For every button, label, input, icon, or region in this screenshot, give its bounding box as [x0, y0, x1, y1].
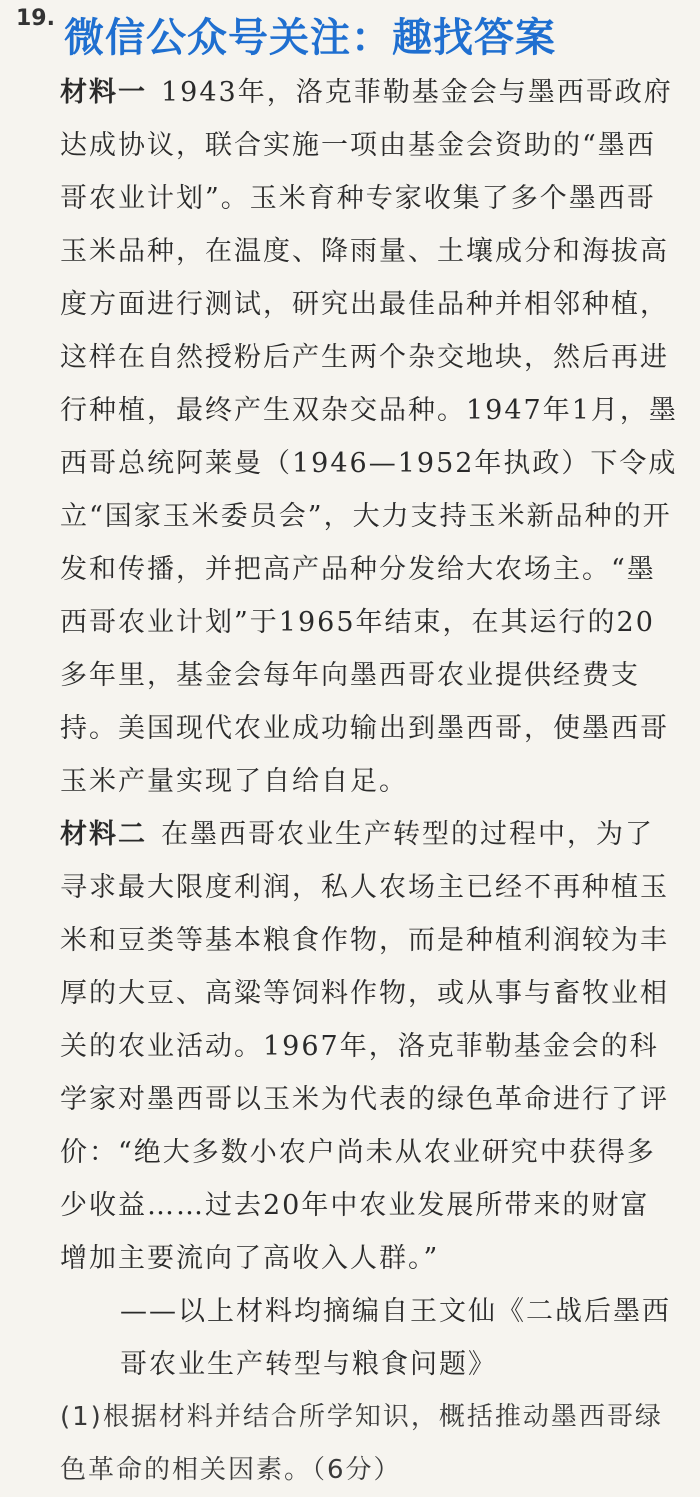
material-one-text: 1943年，洛克菲勒基金会与墨西哥政府达成协议，联合实施一项由基金会资助的“墨西哥农业计划”。玉米育种专家收集了多个墨西哥玉米品种，在温度、降雨量、土壤成分和海拔高度方面进行测试，研究出最佳品种并相邻种植，这样在自然授粉后产生两个杂交地块，然后再进行种植，最终产生双杂交品种。1947年1月，墨西哥总统阿莱曼（1946—1952年执政）下令成立“国家玉米委员会”，大力支持玉米新品种的开发和传播，并把高产品种分发给大农场主。“墨西哥农业计划”于1965年结束，在其运行的20多年里，基金会每年向墨西哥农业提供经费支持。美国现代农业成功输出到墨西哥，使墨西哥玉米产量实现了自给自足。	[60, 77, 678, 797]
question-number: 19.	[16, 6, 55, 31]
material-one-label: 材料一	[60, 77, 147, 108]
source-citation: ——以上材料均摘编自王文仙《二战后墨西哥农业生产转型与粮食问题》	[120, 1296, 671, 1380]
material-one	[60, 66, 678, 808]
material-two-label: 材料二	[60, 819, 147, 850]
watermark-banner: 微信公众号关注：趣找答案	[64, 15, 556, 61]
material-two-text: 在墨西哥农业生产转型的过程中，为了寻求最大限度利润，私人农场主已经不再种植玉米和豆类等基本粮食作物，而是种植利润较为丰厚的大豆、高粱等饲料作物，或从事与畜牧业相关的农业活动。1967年，洛克菲勒基金会的科学家对墨西哥以玉米为代表的绿色革命进行了评价：“绝大多数小农户尚未从农业研究中获得多少收益……过去20年中农业发展所带来的财富增加主要流向了高收入人群。”	[60, 819, 669, 1274]
material-two	[60, 808, 678, 1285]
question-prompt: (1)根据材料并结合所学知识，概括推动墨西哥绿色革命的相关因素。（6分）	[60, 1402, 663, 1485]
material-body	[60, 66, 678, 1497]
